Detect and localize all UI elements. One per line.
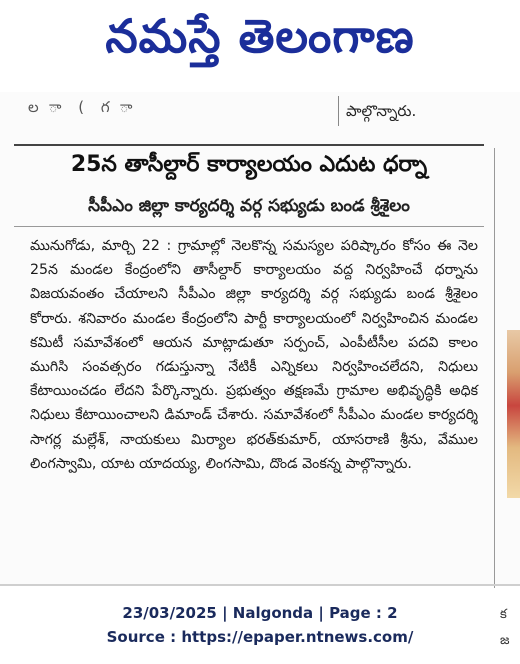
headline-rule [14, 144, 484, 146]
article-body: మునుగోడు, మార్చి 22 : గ్రామాల్లో నెలకొన్న సమస్యల పరిష్కారం కోసం ఈ నెల 25న మండల కేంద్రంలోని తాసీల్దార్ కార్యాలయం వద్ద నిర్వహించే ధర్నాను విజయవంతం చేయాలని సీపీఎం జిల్లా కార్యదర్శి వర్గ సభ్యుడు బండ శ్రీశైలం కోరారు. శనివారం మండల కేంద్రంలోని పార్టీ కార్యాలయంలో నిర్వహించిన మండల కమిటీ సమావేశంలో ఆయన మాట్లాడుతూ సర్పంచ్, ఎంపీటీసీల పదవి కాలం ముగిసి సంవత్సరం గడుస్తున్నా నేటికీ ఎన్నికలు నిర్వహించలేదని, నిధులు కేటాయించడం లేదని పేర్కొన్నారు. ప్రభుత్వం తక్షణమే గ్రామాల అభివృద్ధికి అధిక నిధులు కేటాయించాలని డిమాండ్ చేశారు. సమావేశంలో సీపీఎం మండల కార్యదర్శి సాగర్ల మల్లేశ్, నాయకులు మిర్యాల భరత్‌కుమార్, యాసరాణి శ్రీను, వేముల లింగస్వామి, యాట యాదయ్య, లింగసామి, దొండ వెంకన్న పాల్గొన్నారు. [30, 238, 478, 472]
publication-info: 23/03/2025 | Nalgonda | Page : 2 [122, 604, 398, 622]
footer-divider [0, 584, 520, 586]
subheadline-rule [14, 226, 484, 227]
article-headline: 25న తాసీల్దార్ కార్యాలయం ఎదుట ధర్నా [70, 152, 428, 177]
article-subheadline: సీపీఎం జిల్లా కార్యదర్శి వర్గ సభ్యుడు బండ శ్రీశైలం [88, 196, 410, 216]
previous-article-fragment: ల ా ( గ ా [28, 98, 139, 116]
source-link[interactable]: Source : https://epaper.ntnews.com/ [106, 628, 414, 646]
newspaper-logo: నమస్తే తెలంగాణ [105, 9, 415, 63]
column-divider [338, 96, 339, 126]
column-rule [494, 148, 495, 588]
adjacent-article-fragment: క జ [500, 607, 510, 648]
masthead [0, 0, 520, 84]
previous-article-ending: పాల్గొన్నారు. [346, 102, 417, 120]
adjacent-photo-strip [507, 330, 520, 498]
previous-article-strip [0, 92, 520, 132]
